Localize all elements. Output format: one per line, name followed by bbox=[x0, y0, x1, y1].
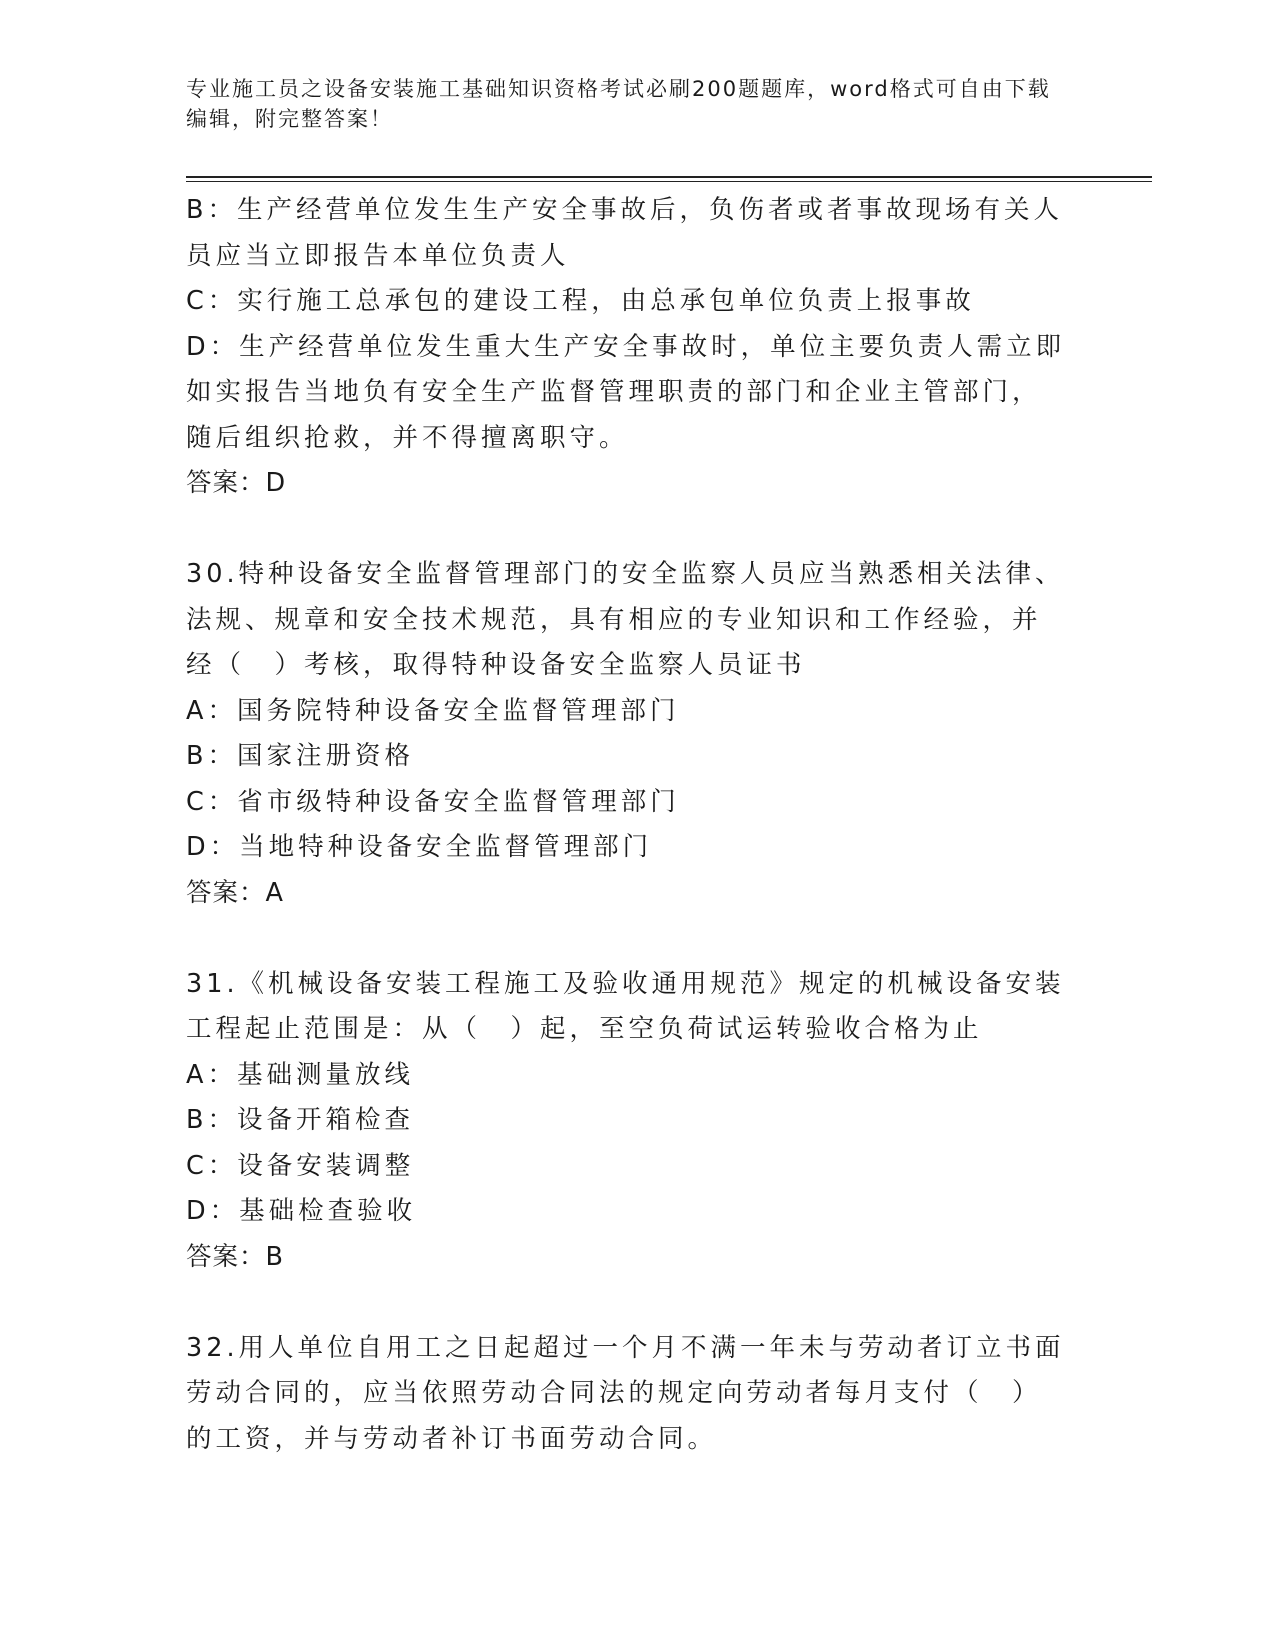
question-31: 31.《机械设备安装工程施工及验收通用规范》规定的机械设备安装工程起止范围是：从（ ）起，至空负荷试运转验收合格为止 bbox=[186, 968, 1065, 1044]
option-d: D：生产经营单位发生重大生产安全事故时，单位主要负责人需立即如实报告当地负有安全生产监督管理职责的部门和企业主管部门，随后组织抢救，并不得擅离职守。 bbox=[186, 331, 1066, 453]
answer: 答案：D bbox=[186, 468, 287, 498]
answer: 答案：B bbox=[186, 1241, 284, 1272]
option-b: B：设备开箱检查 bbox=[186, 1105, 414, 1135]
option-b: B：生产经营单位发生生产安全事故后，负伤者或者事故现场有关人员应当立即报告本单位负责人 bbox=[186, 195, 1063, 271]
option-c: C：设备安装调整 bbox=[186, 1150, 415, 1181]
spacer bbox=[186, 916, 1066, 962]
question-32: 32.用人单位自用工之日起超过一个月不满一年未与劳动者订立书面劳动合同的，应当依照劳动合同法的规定向劳动者每月支付（ ）的工资，并与劳动者补订书面劳动合同。 bbox=[186, 1332, 1065, 1454]
header-divider-thin bbox=[186, 181, 1152, 182]
header-divider-thick bbox=[186, 176, 1152, 178]
question-content bbox=[186, 188, 1066, 1462]
option-a: A：基础测量放线 bbox=[186, 1059, 414, 1090]
option-d: D：当地特种设备安全监督管理部门 bbox=[186, 832, 653, 862]
option-a: A：国务院特种设备安全监督管理部门 bbox=[186, 695, 680, 726]
answer: 答案：A bbox=[186, 877, 284, 908]
question-30: 30.特种设备安全监督管理部门的安全监察人员应当熟悉相关法律、法规、规章和安全技术规范，具有相应的专业知识和工作经验，并经（ ）考核，取得特种设备安全监察人员证书 bbox=[186, 559, 1065, 680]
option-b: B：国家注册资格 bbox=[186, 741, 414, 771]
spacer bbox=[186, 1280, 1066, 1326]
page-header: 专业施工员之设备安装施工基础知识资格考试必刷200题题库，word格式可自由下载编辑，附完整答案！ bbox=[186, 77, 1051, 131]
spacer bbox=[186, 507, 1066, 553]
option-c: C：省市级特种设备安全监督管理部门 bbox=[186, 786, 680, 817]
option-d: D：基础检查验收 bbox=[186, 1196, 417, 1226]
option-c: C：实行施工总承包的建设工程，由总承包单位负责上报事故 bbox=[186, 286, 975, 316]
